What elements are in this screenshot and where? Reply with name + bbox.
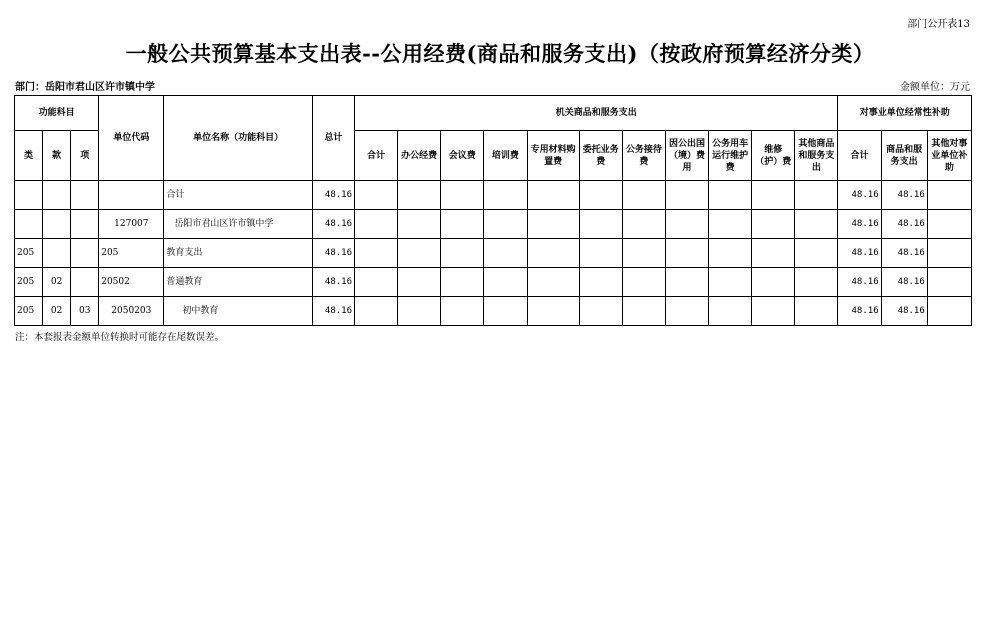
department-label: 部门：岳阳市君山区许市镇中学 [15, 82, 155, 93]
header-reception: 公务接待费 [622, 131, 665, 181]
footnote: 注：本套报表金额单位转换时可能存在尾数误差。 [15, 332, 225, 343]
cell-lei [15, 181, 43, 210]
cell-name: 普通教育 [164, 268, 312, 297]
cell-total: 48.16 [312, 239, 354, 268]
header-unit-code: 单位代码 [99, 96, 164, 181]
cell-name: 初中教育 [164, 297, 312, 326]
table-row [15, 297, 972, 326]
cell-total: 48.16 [312, 181, 354, 210]
header-sub-total: 合计 [838, 131, 881, 181]
header-goods-services-group: 机关商品和服务支出 [355, 96, 838, 131]
header-abroad: 因公出国（境）费用 [665, 131, 708, 181]
cell-code: 205 [99, 239, 164, 268]
unit-label: 金额单位：万元 [900, 82, 970, 93]
cell-sub-total: 48.16 [838, 210, 881, 239]
cell-xiang [71, 210, 99, 239]
form-code: 部门公开表13 [907, 19, 970, 30]
cell-kuan [43, 181, 71, 210]
cell-code: 20502 [99, 268, 164, 297]
cell-xiang: 03 [71, 297, 99, 326]
table-row [15, 210, 972, 239]
header-func-subject: 功能科目 [15, 96, 99, 131]
cell-name: 岳阳市君山区许市镇中学 [164, 210, 312, 239]
cell-lei [15, 210, 43, 239]
table-row [15, 268, 972, 297]
header-subsidy-group: 对事业单位经常性补助 [838, 96, 972, 131]
header-materials: 专用材料购置费 [527, 131, 579, 181]
header-entrusted: 委托业务费 [579, 131, 622, 181]
header-sub-goods: 商品和服务支出 [881, 131, 927, 181]
cell-sub-total: 48.16 [838, 181, 881, 210]
cell-xiang [71, 268, 99, 297]
header-unit-name: 单位名称（功能科目） [164, 96, 312, 181]
page-title: 一般公共预算基本支出表--公用经费(商品和服务支出)（按政府预算经济分类） [125, 41, 875, 66]
cell-kuan [43, 210, 71, 239]
cell-lei: 205 [15, 297, 43, 326]
cell-kuan: 02 [43, 297, 71, 326]
cell-code [99, 181, 164, 210]
cell-xiang [71, 239, 99, 268]
cell-total: 48.16 [312, 268, 354, 297]
expenditure-table [14, 95, 972, 326]
header-training: 培训费 [484, 131, 527, 181]
header-total: 总计 [312, 96, 354, 181]
cell-lei: 205 [15, 239, 43, 268]
header-lei: 类 [15, 131, 43, 181]
cell-sub-goods: 48.16 [881, 268, 927, 297]
table-row [15, 239, 972, 268]
header-xiang: 项 [71, 131, 99, 181]
cell-kuan: 02 [43, 268, 71, 297]
cell-lei: 205 [15, 268, 43, 297]
header-other-goods: 其他商品和服务支出 [795, 131, 838, 181]
cell-name: 教育支出 [164, 239, 312, 268]
header-maintenance: 维修（护）费 [752, 131, 795, 181]
cell-sub-goods: 48.16 [881, 297, 927, 326]
header-vehicle: 公务用车运行维护费 [709, 131, 752, 181]
header-sub-other: 其他对事业单位补助 [927, 131, 971, 181]
header-gs-total: 合计 [355, 131, 398, 181]
cell-total: 48.16 [312, 297, 354, 326]
cell-sub-total: 48.16 [838, 268, 881, 297]
table-row [15, 181, 972, 210]
cell-sub-goods: 48.16 [881, 239, 927, 268]
cell-code: 2050203 [99, 297, 164, 326]
header-kuan: 款 [43, 131, 71, 181]
header-office: 办公经费 [398, 131, 441, 181]
cell-sub-goods: 48.16 [881, 210, 927, 239]
cell-sub-goods: 48.16 [881, 181, 927, 210]
cell-sub-total: 48.16 [838, 239, 881, 268]
cell-xiang [71, 181, 99, 210]
header-meeting: 会议费 [441, 131, 484, 181]
cell-sub-total: 48.16 [838, 297, 881, 326]
cell-name: 合计 [164, 181, 312, 210]
cell-kuan [43, 239, 71, 268]
cell-code: 127007 [99, 210, 164, 239]
cell-total: 48.16 [312, 210, 354, 239]
